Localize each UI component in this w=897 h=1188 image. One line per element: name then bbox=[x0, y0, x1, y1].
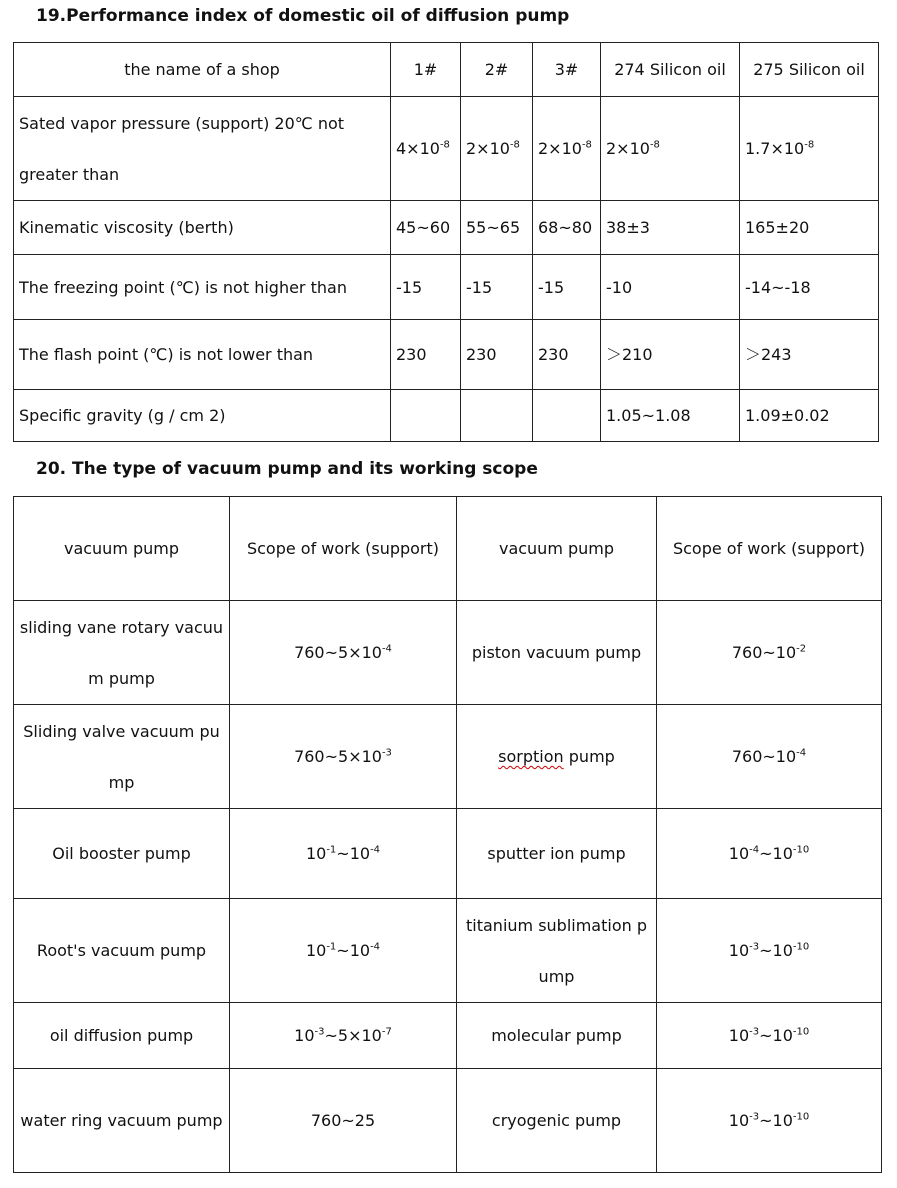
exponent: -1 bbox=[326, 941, 337, 953]
exponent: -2 bbox=[796, 643, 807, 655]
exponent: -3 bbox=[749, 1026, 760, 1038]
pump-name-cell: Sliding valve vacuum pump bbox=[14, 705, 230, 809]
table-cell: -14~-18 bbox=[740, 255, 879, 320]
value-text: ~10 bbox=[336, 844, 371, 863]
header-cell: Scope of work (support) bbox=[657, 497, 882, 601]
table-row bbox=[14, 1069, 882, 1173]
table-row bbox=[14, 97, 879, 201]
work-scope-cell bbox=[230, 601, 457, 705]
pump-name-cell: sliding vane rotary vacuum pump bbox=[14, 601, 230, 705]
row-label: Specific gravity (g / cm 2) bbox=[14, 390, 391, 442]
table-cell: 165±20 bbox=[740, 201, 879, 255]
table-cell: 1.09±0.02 bbox=[740, 390, 879, 442]
vacuum-pump-table-body bbox=[14, 601, 882, 1173]
pump-name-cell: Root's vacuum pump bbox=[14, 899, 230, 1003]
value-text: 10 bbox=[728, 941, 750, 960]
exponent: -4 bbox=[381, 643, 392, 655]
value-text: 10 bbox=[728, 1026, 750, 1045]
table-cell: 38±3 bbox=[601, 201, 740, 255]
pump-name-rest: pump bbox=[563, 747, 615, 766]
header-cell: vacuum pump bbox=[14, 497, 230, 601]
table-cell bbox=[461, 390, 533, 442]
table-cell: 230 bbox=[461, 320, 533, 390]
table-cell: 45~60 bbox=[391, 201, 461, 255]
table-cell: ＞210 bbox=[601, 320, 740, 390]
table-cell: $1.7\times 10^{-8}$ bbox=[740, 97, 879, 201]
section-19-title: 19.Performance index of domestic oil of diffusion pump bbox=[36, 6, 570, 26]
exponent: -3 bbox=[749, 1111, 760, 1123]
value-text: ~5×10 bbox=[324, 1026, 382, 1045]
exponent: -10 bbox=[792, 941, 810, 953]
value-text: ~10 bbox=[759, 941, 793, 960]
spellcheck-word: sorption bbox=[498, 747, 564, 766]
table-cell: -10 bbox=[601, 255, 740, 320]
work-scope-cell bbox=[230, 899, 457, 1003]
work-scope-cell bbox=[657, 1003, 882, 1069]
table-cell bbox=[533, 390, 601, 442]
work-scope-cell bbox=[230, 809, 457, 899]
table-cell: ＞243 bbox=[740, 320, 879, 390]
exponent: -7 bbox=[381, 1026, 392, 1038]
table-cell: -15 bbox=[461, 255, 533, 320]
exponent: -10 bbox=[792, 844, 810, 856]
value-text: ~10 bbox=[336, 941, 371, 960]
table-row bbox=[14, 201, 879, 255]
row-label: Sated vapor pressure (support) 20℃ not greater than bbox=[14, 97, 391, 201]
header-cell: vacuum pump bbox=[457, 497, 657, 601]
table-cell: -15 bbox=[533, 255, 601, 320]
table-row bbox=[14, 390, 879, 442]
exponent: -3 bbox=[314, 1026, 325, 1038]
table-cell: $2\times 10^{-8}$ bbox=[601, 97, 740, 201]
value-text: ~10 bbox=[759, 844, 793, 863]
pump-name-cell: piston vacuum pump bbox=[457, 601, 657, 705]
table-cell: 230 bbox=[391, 320, 461, 390]
table-row bbox=[14, 809, 882, 899]
row-label: The freezing point (℃) is not higher than bbox=[14, 255, 391, 320]
exponent: -4 bbox=[796, 747, 807, 759]
pump-name-cell bbox=[457, 705, 657, 809]
table-cell: 55~65 bbox=[461, 201, 533, 255]
value-text: 10 bbox=[294, 1026, 315, 1045]
value-text: ~10 bbox=[759, 1026, 793, 1045]
table-row bbox=[14, 705, 882, 809]
pump-name-cell: Oil booster pump bbox=[14, 809, 230, 899]
work-scope-cell bbox=[230, 1069, 457, 1173]
table-row bbox=[14, 601, 882, 705]
table-cell: -15 bbox=[391, 255, 461, 320]
header-cell: 3# bbox=[533, 43, 601, 97]
value-text: 760~5×10 bbox=[294, 747, 382, 766]
value-text: 760~25 bbox=[310, 1111, 376, 1130]
value-text: 10 bbox=[305, 844, 327, 863]
table-cell: 230 bbox=[533, 320, 601, 390]
table-row bbox=[14, 255, 879, 320]
table-cell: 1.05~1.08 bbox=[601, 390, 740, 442]
exponent: -3 bbox=[381, 747, 392, 759]
table-row bbox=[14, 1003, 882, 1069]
work-scope-cell bbox=[657, 899, 882, 1003]
header-cell: 2# bbox=[461, 43, 533, 97]
pump-name-cell: sputter ion pump bbox=[457, 809, 657, 899]
row-label: Kinematic viscosity (berth) bbox=[14, 201, 391, 255]
diffusion-oil-table bbox=[13, 42, 879, 442]
value-text: ~10 bbox=[759, 1111, 793, 1130]
work-scope-cell bbox=[657, 705, 882, 809]
work-scope-cell bbox=[657, 809, 882, 899]
table-cell bbox=[391, 390, 461, 442]
header-cell: the name of a shop bbox=[14, 43, 391, 97]
table-header-row bbox=[14, 497, 882, 601]
work-scope-cell bbox=[230, 705, 457, 809]
table-row bbox=[14, 320, 879, 390]
pump-name-cell: molecular pump bbox=[457, 1003, 657, 1069]
table-cell: 68~80 bbox=[533, 201, 601, 255]
row-label: The flash point (℃) is not lower than bbox=[14, 320, 391, 390]
table-cell: $4\times 10^{-8}$ bbox=[391, 97, 461, 201]
exponent: -1 bbox=[326, 844, 337, 856]
vacuum-pump-table bbox=[13, 496, 882, 1173]
exponent: -4 bbox=[370, 941, 381, 953]
value-text: 10 bbox=[305, 941, 327, 960]
exponent: -3 bbox=[749, 941, 760, 953]
exponent: -10 bbox=[792, 1111, 810, 1123]
pump-name-cell: oil diffusion pump bbox=[14, 1003, 230, 1069]
exponent: -4 bbox=[749, 844, 760, 856]
header-cell: Scope of work (support) bbox=[230, 497, 457, 601]
work-scope-cell bbox=[657, 601, 882, 705]
table-header-row bbox=[14, 43, 879, 97]
value-text: 760~10 bbox=[731, 747, 797, 766]
value-text: 10 bbox=[728, 844, 750, 863]
work-scope-cell bbox=[230, 1003, 457, 1069]
pump-name-cell: water ring vacuum pump bbox=[14, 1069, 230, 1173]
section-20-title: 20. The type of vacuum pump and its working scope bbox=[36, 459, 538, 479]
exponent: -4 bbox=[370, 844, 381, 856]
header-cell: 275 Silicon oil bbox=[740, 43, 879, 97]
header-cell: 1# bbox=[391, 43, 461, 97]
table-cell: $2\times 10^{-8}$ bbox=[533, 97, 601, 201]
value-text: 760~5×10 bbox=[294, 643, 382, 662]
table-row bbox=[14, 899, 882, 1003]
work-scope-cell bbox=[657, 1069, 882, 1173]
value-text: 10 bbox=[728, 1111, 750, 1130]
pump-name-cell: titanium sublimation pump bbox=[457, 899, 657, 1003]
exponent: -10 bbox=[792, 1026, 810, 1038]
pump-name-cell: cryogenic pump bbox=[457, 1069, 657, 1173]
table-cell: $2\times 10^{-8}$ bbox=[461, 97, 533, 201]
header-cell: 274 Silicon oil bbox=[601, 43, 740, 97]
value-text: 760~10 bbox=[731, 643, 797, 662]
